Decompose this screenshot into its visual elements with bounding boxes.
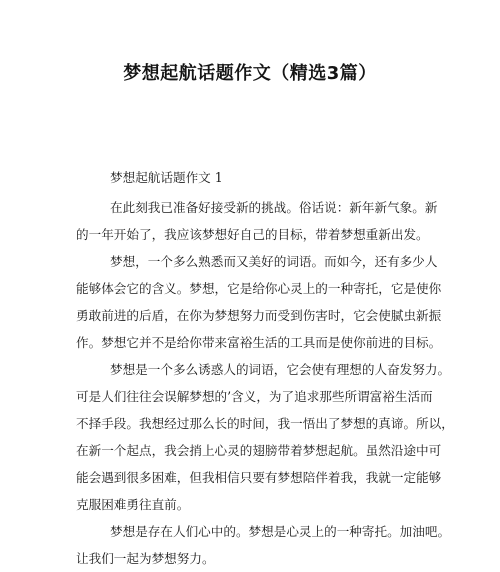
paragraph-3-line-5: 能会遇到很多困难，但我相信只要有梦想陪伴着我，我就一定能够 [76,470,442,485]
paragraph-3-line-6: 克服困难勇往直前。 [76,497,190,512]
paragraph-3-line-1: 梦想是一个多么诱惑人的词语，它会使有理想的人奋发努力。 [110,362,451,377]
paragraph-4-line-1: 梦想是存在人们心中的。梦想是心灵上的一种寄托。加油吧。 [110,524,451,539]
paragraph-2-line-4: 作。梦想它并不是给你带来富裕生活的工具而是使你前进的目标。 [76,335,442,350]
paragraph-1-line-1: 在此刻我已准备好接受新的挑战。俗话说：新年新气象。新 [110,200,438,215]
paragraph-2-line-1: 梦想，一个多么熟悉而又美好的词语。而如今，还有多少人 [110,254,438,269]
paragraph-2-line-3: 勇敢前进的后盾，在你为梦想努力而受到伤害时，它会使腻虫新振 [76,308,442,323]
paragraph-2-line-2: 能够体会它的含义。梦想，它是给你心灵上的一种寄托，它是使你 [76,281,442,296]
document-body [76,164,454,572]
paragraph-3-line-4: 在新一个起点，我会捎上心灵的翅膀带着梦想起航。虽然沿途中可 [76,443,442,458]
paragraph-3-line-3: 不择手段。我想经过那么长的时间，我一悟出了梦想的真谛。所以， [76,416,454,431]
section-heading: 梦想起航话题作文 1 [110,170,223,185]
document-title: 梦想起航话题作文（精选3篇） [123,63,377,84]
paragraph-3-line-2: 可是人们往往会误解梦想的’含义，为了追求那些所谓富裕生活而 [76,389,433,404]
paragraph-1-line-2: 的一年开始了，我应该梦想好自己的目标，带着梦想重新出发。 [76,227,429,242]
paragraph-4-line-2: 让我们一起为梦想努力。 [76,551,215,566]
